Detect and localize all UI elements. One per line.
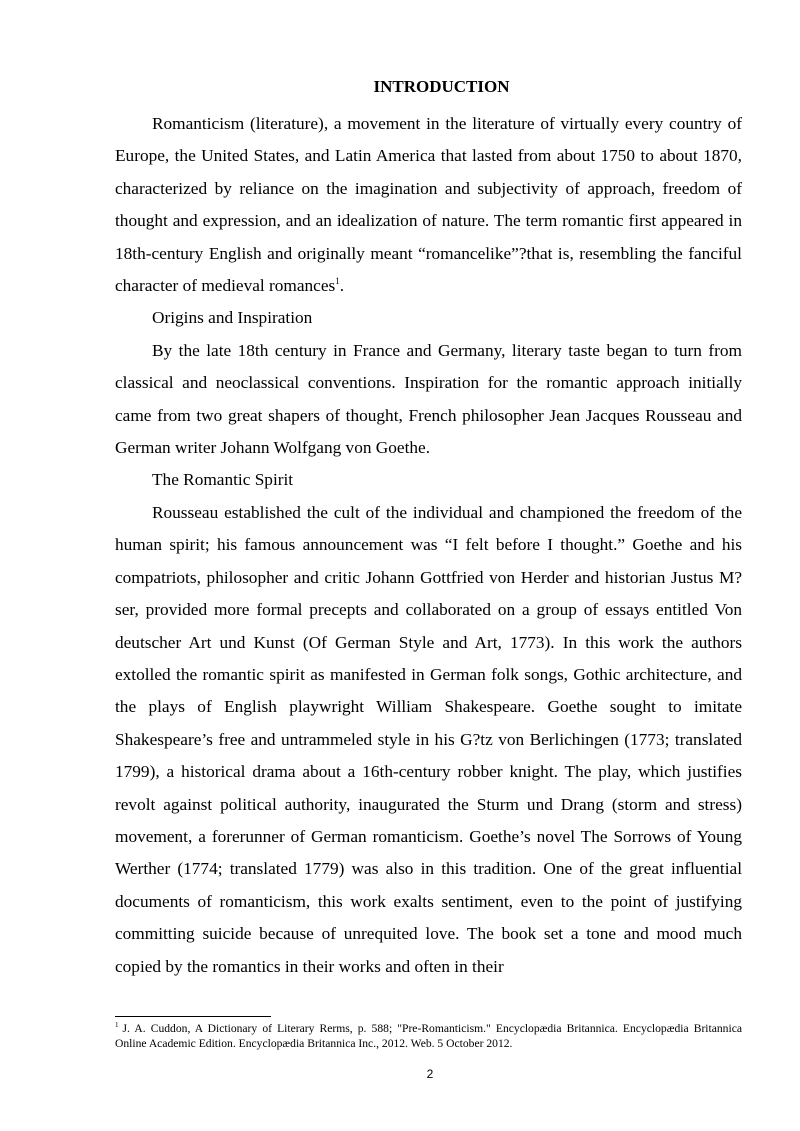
section-heading-romantic-spirit: The Romantic Spirit — [152, 470, 294, 490]
page-number: 2 — [426, 1067, 434, 1081]
paragraph-romantic-spirit: Rousseau established the cult of the individual and championed the freedom of the human spirit; his famous announcement was “I felt before I thought.” Goethe and his compatriots, philosopher and critic Johann Gottfried von Herder and historian Justus M?ser, provided more formal precepts and collaborated on a group of essays entitled Von deutscher Art und Kunst (Of German Style and Art, 1773). In this work the authors extolled the romantic spirit as manifested in German folk songs, Gothic architecture, and the plays of English playwright William Shakespeare. Goethe sought to imitate Shakespeare’s free and untrammeled style in his G?tz von Berlichingen (1773; translated 1799), a historical drama about a 16th-century robber knight. The play, which justifies revolt against political authority, inaugurated the Sturm und Drang (storm and stress) movement, a forerunner of German romanticism. Goethe’s novel The Sorrows of Young Werther (1774; translated 1779) was also in this tradition. One of the great influential documents of romanticism, this work exalts sentiment, even to the point of justifying committing suicide because of unrequited love. The book set a tone and mood much copied by the romantics in their works and often in their — [115, 502, 742, 976]
footnote-reference[interactable]: 1 — [335, 276, 340, 287]
footnote — [115, 1021, 742, 1051]
paragraph-intro-end: . — [339, 276, 345, 296]
page-title: INTRODUCTION — [373, 77, 510, 96]
footnote-marker: 1 — [115, 1021, 119, 1030]
paragraph-intro-text: Romanticism (literature), a movement in the literature of virtually every country of Europe, the United States, and Latin America that lasted from about 1750 to about 1870, characterized by reliance on the imagination and subjectivity of approach, freedom of thought and expression, and an idealization of nature. The term romantic first appeared in 18th-century English and originally meant “romancelike”?that is, resembling the fanciful character of medieval romances — [115, 114, 742, 296]
document-body — [115, 76, 742, 983]
paragraph-intro — [115, 108, 742, 302]
footnote-text: J. A. Cuddon, A Dictionary of Literary Rerms, p. 588; "Pre-Romanticism." Encyclopædia Britannica. Encyclopædia Britannica Online Academic Edition. Encyclopædia Britannica Inc., 2012. Web. 5 October 2012. — [115, 1022, 742, 1050]
footnote-divider — [115, 1016, 271, 1017]
section-heading-origins: Origins and Inspiration — [152, 308, 313, 328]
paragraph-origins: By the late 18th century in France and Germany, literary taste began to turn from classical and neoclassical conventions. Inspiration for the romantic approach initially came from two great shapers of thought, French philosopher Jean Jacques Rousseau and German writer Johann Wolfgang von Goethe. — [115, 340, 742, 458]
